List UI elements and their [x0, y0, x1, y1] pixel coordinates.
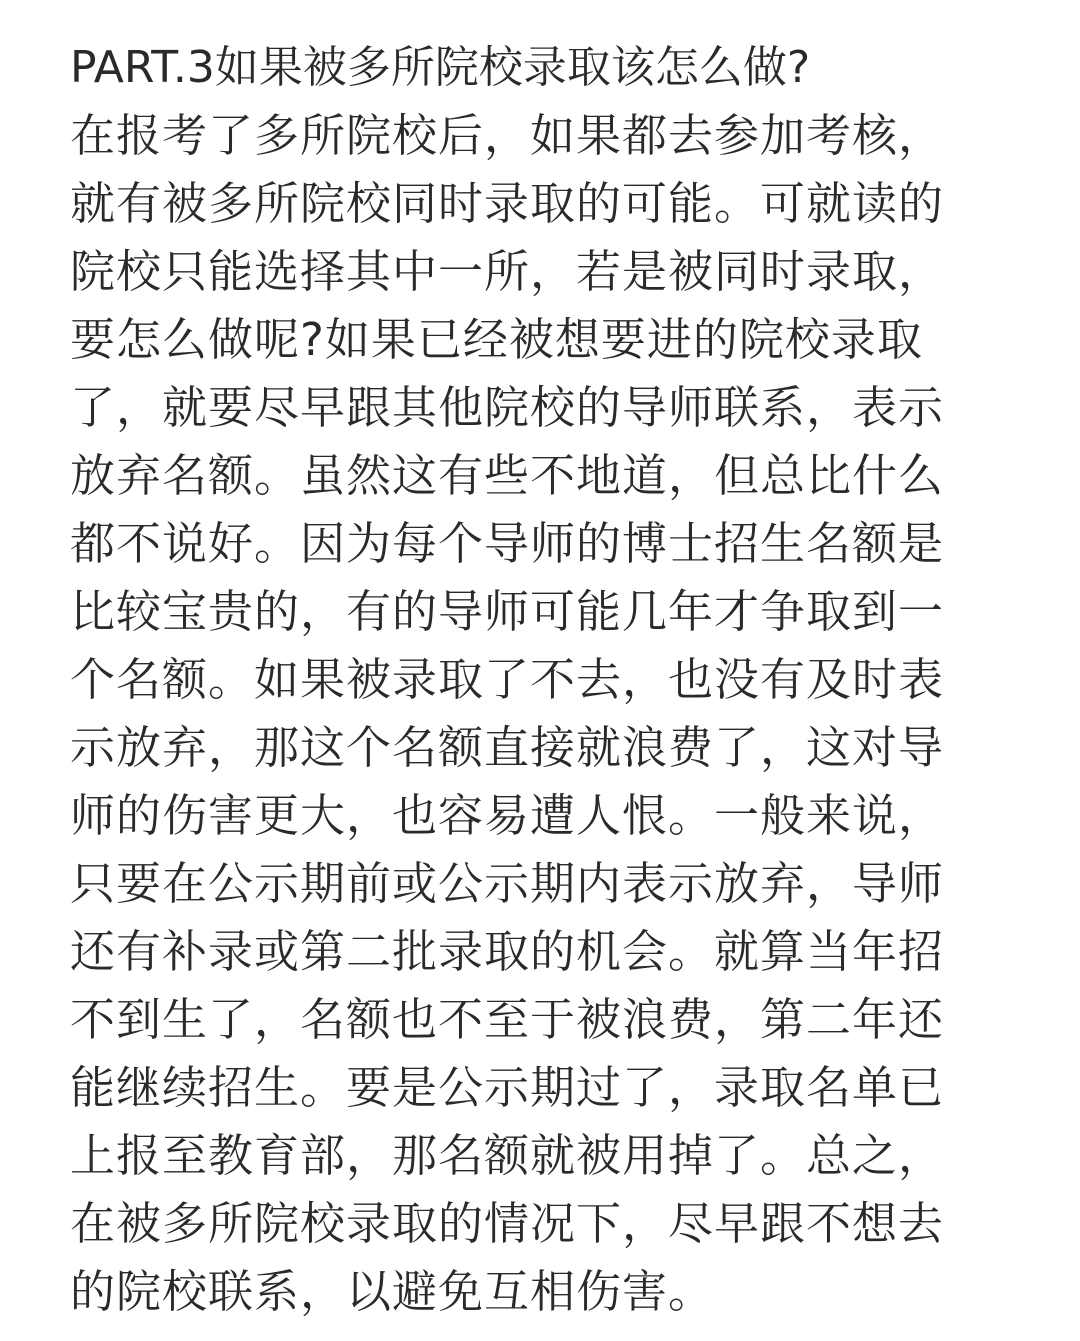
paragraph-line: 示放弃，那这个名额直接就浪费了，这对导 [70, 721, 945, 774]
paragraph-line: 院校只能选择其中一所，若是被同时录取， [70, 245, 945, 298]
paragraph-line: 不到生了，名额也不至于被浪费，第二年还 [70, 993, 945, 1046]
paragraph-line: 都不说好。因为每个导师的博士招生名额是 [70, 517, 945, 570]
paragraph-line: 还有补录或第二批录取的机会。就算当年招 [70, 925, 945, 978]
paragraph-line: 师的伤害更大，也容易遭人恨。一般来说， [70, 789, 945, 842]
article-title: PART.3如果被多所院校录取该怎么做? [70, 42, 811, 93]
paragraph-line: 上报至教育部，那名额就被用掉了。总之， [70, 1129, 945, 1182]
paragraph-line: 的院校联系，以避免互相伤害。 [70, 1265, 715, 1318]
paragraph-line: 放弃名额。虽然这有些不地道，但总比什么 [70, 449, 945, 502]
paragraph-line: 要怎么做呢?如果已经被想要进的院校录取 [70, 313, 923, 366]
paragraph-line: 个名额。如果被录取了不去，也没有及时表 [70, 653, 945, 706]
paragraph-line: 了，就要尽早跟其他院校的导师联系，表示 [70, 381, 945, 434]
paragraph-line: 能继续招生。要是公示期过了，录取名单已 [70, 1061, 945, 1114]
paragraph-line: 在被多所院校录取的情况下，尽早跟不想去 [70, 1197, 945, 1250]
paragraph-line: 比较宝贵的，有的导师可能几年才争取到一 [70, 585, 945, 638]
paragraph-line: 在报考了多所院校后，如果都去参加考核， [70, 109, 945, 162]
article [70, 34, 1010, 1326]
paragraph-line: 就有被多所院校同时录取的可能。可就读的 [70, 177, 945, 230]
paragraph-line: 只要在公示期前或公示期内表示放弃，导师 [70, 857, 945, 910]
